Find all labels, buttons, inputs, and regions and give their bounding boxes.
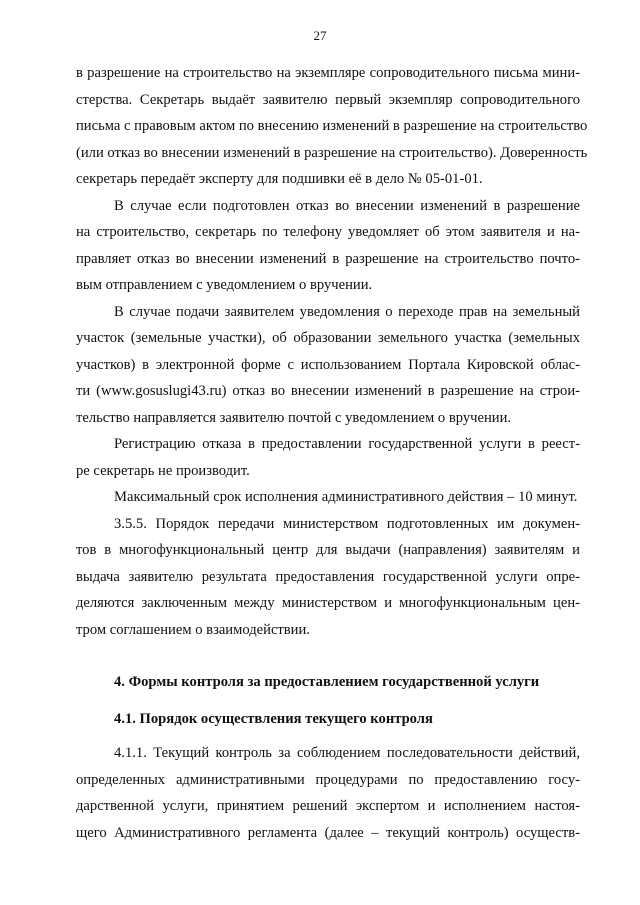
- text-line: 4.1.1. Текущий контроль за соблюдением последовательности действий,: [114, 745, 580, 761]
- text-line: в разрешение на строительство на экземпляре сопроводительного письма мини-: [76, 65, 580, 81]
- text-line: выдача заявителю результата предоставления государственной услуги опре-: [76, 568, 580, 585]
- paragraph-4-1-1: [76, 740, 580, 846]
- text-line: щего Административного регламента (далее – текущий контроль) осуществ-: [76, 824, 580, 841]
- paragraph-electronic-form: [76, 299, 580, 432]
- text-line: Регистрацию отказа в предоставлении государственной услуги в реест-: [114, 436, 580, 452]
- text-line: ти (www.gosuslugi43.ru) отказ во внесении изменений в разрешение на строи-: [76, 383, 580, 399]
- text-line: В случае если подготовлен отказ во внесении изменений в разрешение: [114, 197, 580, 214]
- spacer: [76, 643, 580, 669]
- text-line: участок (земельные участки), об образовании земельного участка (земельных: [76, 330, 580, 346]
- text-line: тельство направляется заявителю почтой с уведомлением о вручении.: [76, 409, 512, 426]
- paragraph-refusal-notification: [76, 193, 580, 299]
- section-heading: 4. Формы контроля за предоставлением государственной услуги: [114, 674, 540, 690]
- text-line: деляются заключенным между министерством и многофункциональным цен-: [76, 595, 580, 611]
- text-line: тром соглашением о взаимодействии.: [76, 621, 310, 638]
- page-number: 27: [313, 28, 327, 43]
- paragraph-3-5-5: [76, 511, 580, 644]
- text-line: участков) в электронной форме с использованием Портала Кировской облас-: [76, 356, 580, 373]
- paragraph-continuation: [76, 60, 588, 193]
- text-line: определенных административными процедурами по предоставлению госу-: [76, 771, 580, 788]
- text-line: (или отказ во внесении изменений в разрешение на строительство). Доверенность: [76, 144, 588, 161]
- paragraph-registration: [76, 431, 580, 484]
- text-line: вым отправлением с уведомлением о вручении.: [76, 277, 373, 293]
- text-line: письма с правовым актом по внесению изменений в разрешение на строительство: [76, 118, 588, 134]
- text-line: 3.5.5. Порядок передачи министерством подготовленных им докумен-: [114, 515, 580, 532]
- text-line: на строительство, секретарь по телефону уведомляет об этом заявителя и на-: [76, 224, 580, 240]
- text-line: Максимальный срок исполнения административного действия – 10 минут.: [114, 489, 578, 505]
- document-body: [76, 60, 588, 846]
- paragraph-max-duration: [76, 484, 580, 511]
- text-line: секретарь передаёт эксперту для подшивки её в дело № 05-01-01.: [76, 171, 483, 187]
- text-line: стерства. Секретарь выдаёт заявителю первый экземпляр сопроводительного: [76, 91, 580, 108]
- text-line: В случае подачи заявителем уведомления о переходе прав на земельный: [114, 303, 580, 320]
- text-line: правляет отказ во внесении изменений в разрешение на строительство почто-: [76, 250, 580, 267]
- text-line: дарственной услуги, принятием решений экспертом и исполнением настоя-: [76, 798, 580, 814]
- spacer: [76, 732, 580, 740]
- text-line: тов в многофункциональный центр для выдачи (направления) заявителям и: [76, 542, 580, 558]
- spacer: [76, 696, 580, 706]
- text-line: ре секретарь не производит.: [76, 462, 250, 479]
- subsection-heading: 4.1. Порядок осуществления текущего контроля: [114, 710, 433, 727]
